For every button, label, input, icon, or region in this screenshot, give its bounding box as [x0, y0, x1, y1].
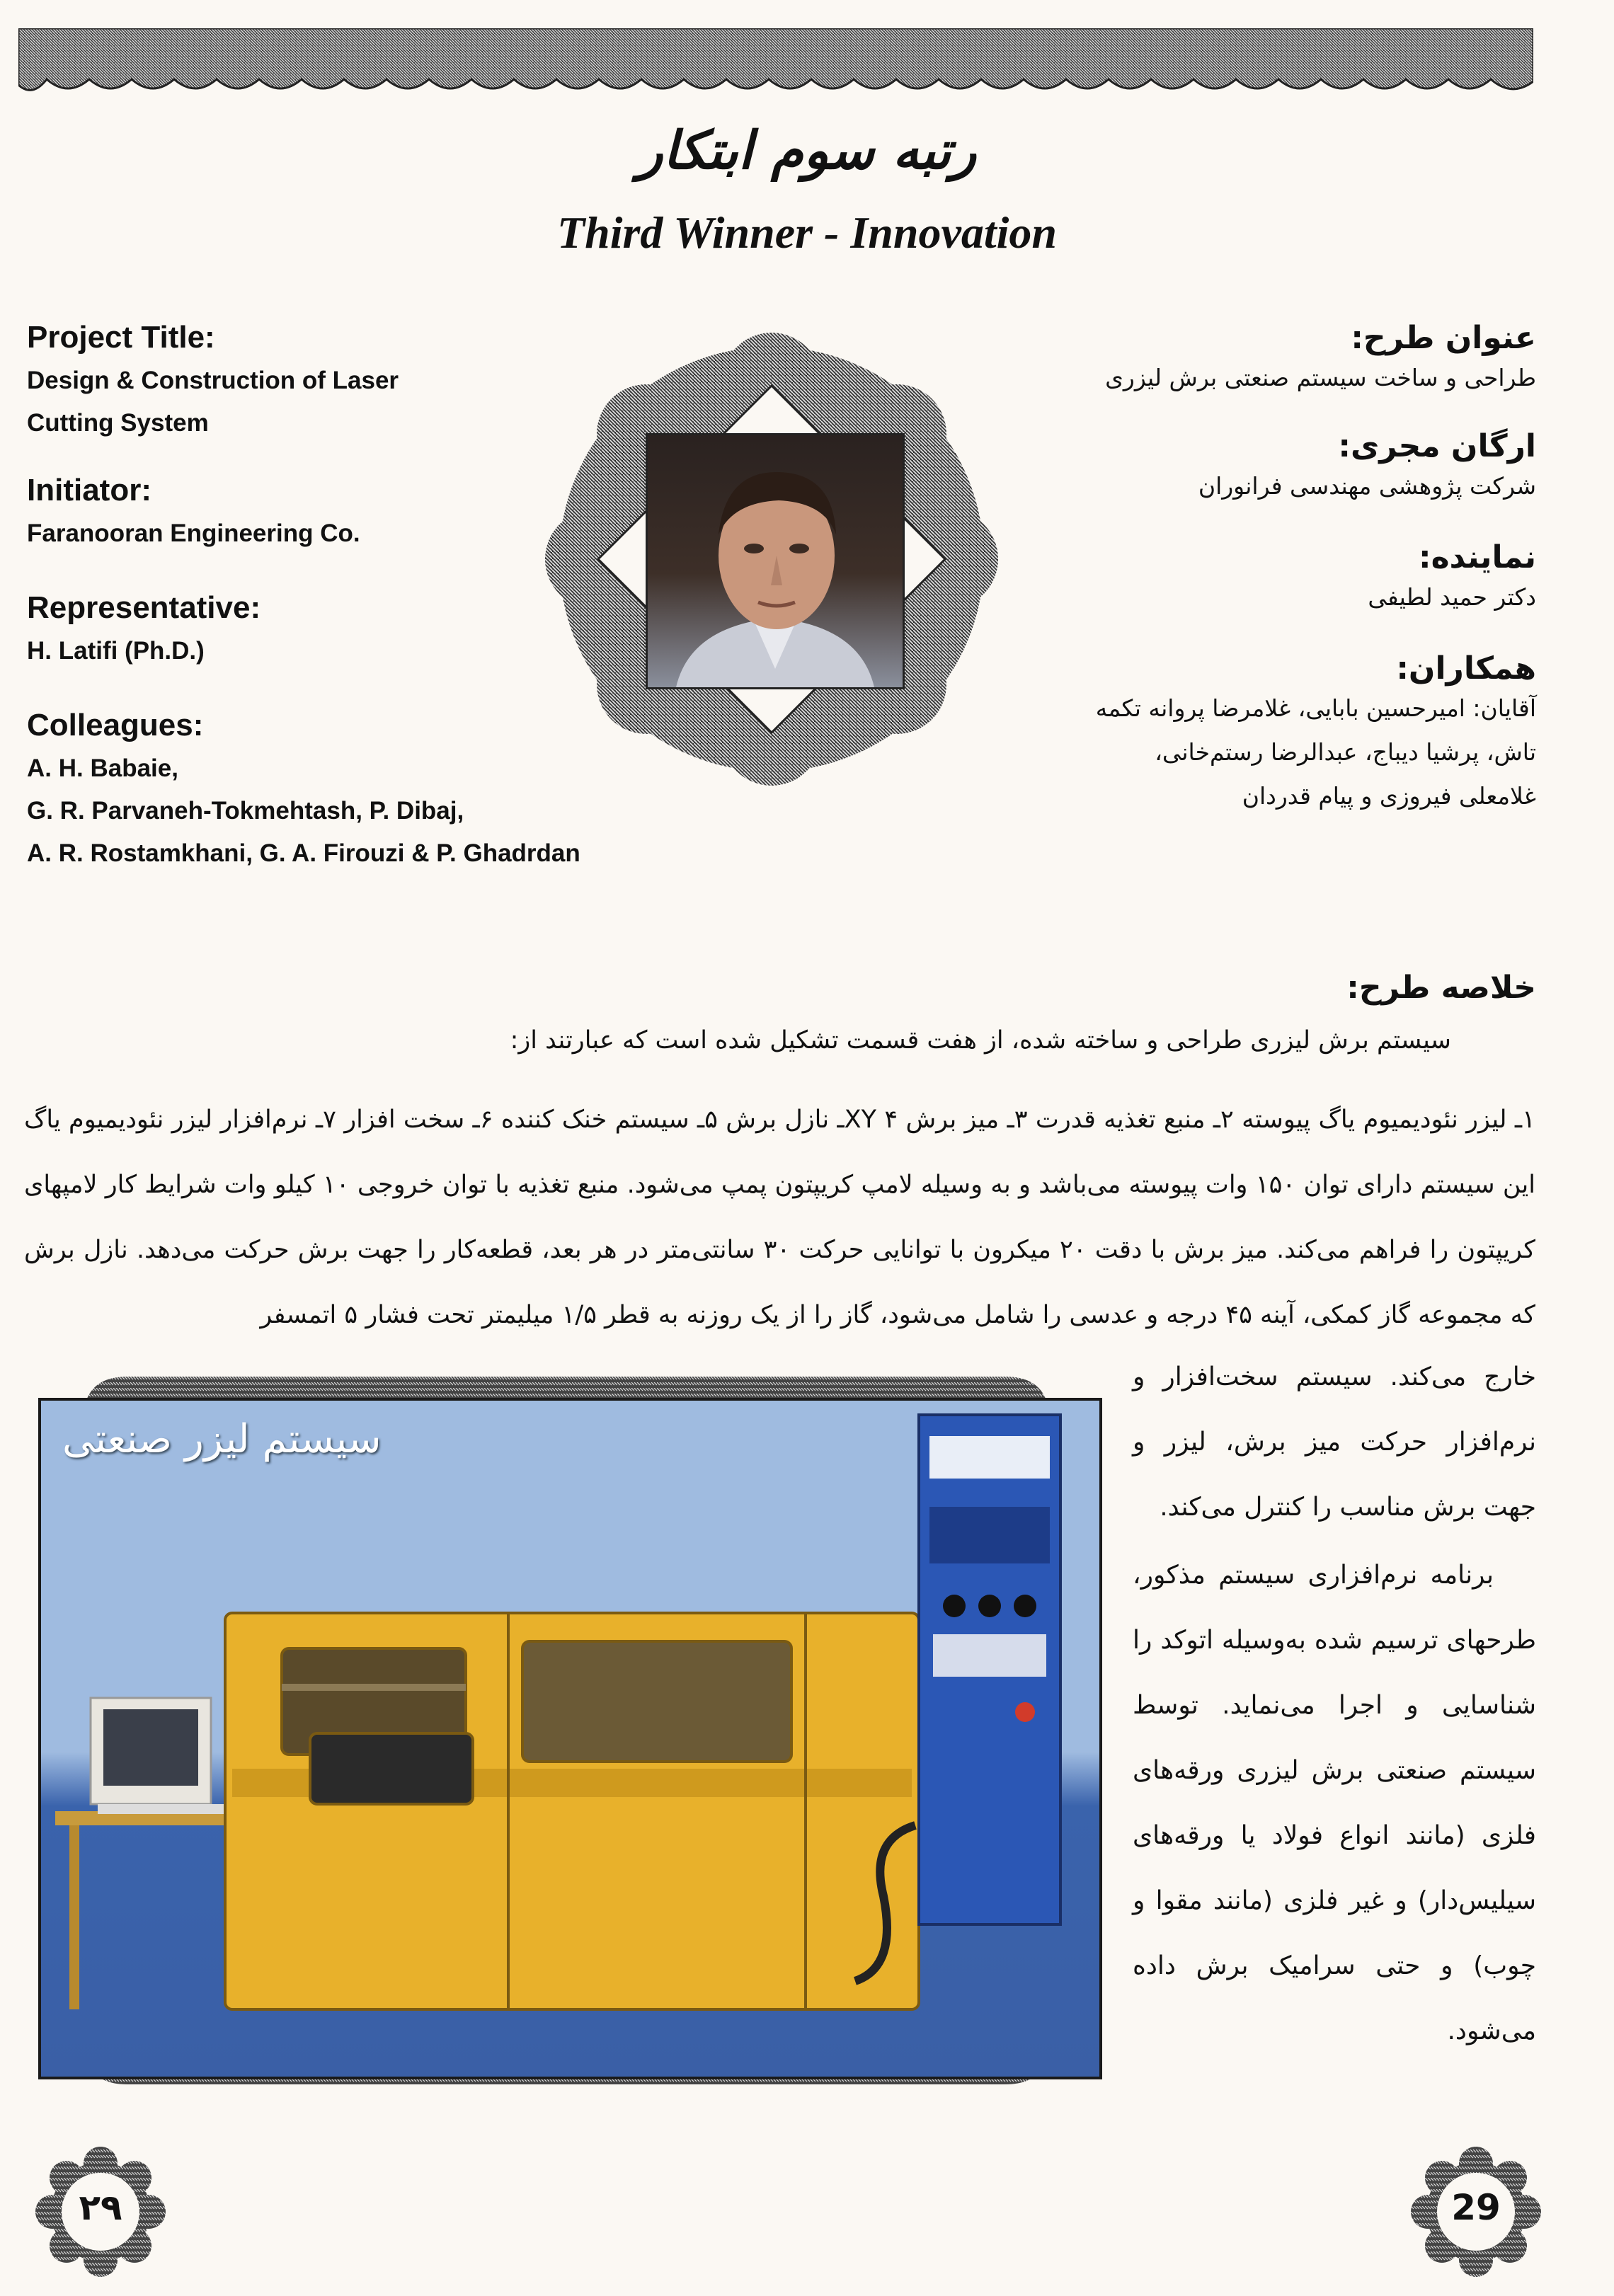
page-title-english: Third Winner - Innovation: [557, 207, 1057, 258]
summary-side-text-2: برنامه نرم‌افزاری سیستم مذکور، طرحهای ترسیم شده به‌وسیله اتوکد را شناسایی و اجرا می‌نماید. توسط سیستم صنعتی برش لیزری ورقه‌های فلزی (مانند انواع فولاد یا ورقه‌های سیلیس‌دار) و غیر فلزی (مانند مقوا و چوب) و حتی سرامیک برش داده می‌شود.: [1133, 1561, 1536, 2045]
initiator-value: Faranooran Engineering Co.: [27, 520, 360, 547]
page-number-left: ۲۹: [79, 2187, 122, 2228]
project-title-label: Project Title:: [27, 320, 215, 355]
representative-label: Representative:: [27, 590, 261, 625]
initiator-label: Initiator:: [27, 473, 151, 507]
portrait-photo: [648, 435, 903, 687]
representative-value-fa: دکتر حمید لطیفی: [1368, 583, 1536, 611]
header-banner: [18, 28, 1533, 99]
summary-intro: سیستم برش لیزری طراحی و ساخته شده، از هفت قسمت تشکیل شده است که عبارتند از:: [510, 1026, 1451, 1055]
page-title-persian: رتبه سوم ابتکار: [637, 120, 977, 181]
colleague-line-fa: تاش، پرشیا دیباج، عبدالرضا رستم‌خانی،: [1155, 738, 1536, 766]
colleague-line: A. H. Babaie,: [27, 754, 178, 782]
photo-caption: سیستم لیزر صنعتی: [62, 1416, 382, 1462]
summary-side-text-1: خارج می‌کند. سیستم سخت‌افزار و نرم‌افزار حرکت میز برش، لیزر و جهت برش مناسب را کنترل می‌کند.: [1133, 1362, 1536, 1522]
initiator-label-fa: ارگان مجری:: [1338, 428, 1536, 464]
colleagues-label: Colleagues:: [27, 708, 204, 742]
colleague-line: G. R. Parvaneh-Tokmehtash, P. Dibaj,: [27, 797, 464, 825]
laser-machine-illustration: [41, 1401, 1099, 2077]
representative-value: H. Latifi (Ph.D.): [27, 637, 205, 665]
representative-portrait: [646, 433, 905, 689]
page-number-right: 29: [1451, 2187, 1501, 2228]
colleague-line: A. R. Rostamkhani, G. A. Firouzi & P. Ghadrdan: [27, 839, 580, 867]
representative-label-fa: نماینده:: [1418, 539, 1536, 575]
initiator-value-fa: شرکت پژوهشی مهندسی فرانوران: [1198, 472, 1536, 500]
project-title-value-fa: طراحی و ساخت سیستم صنعتی برش لیزری: [1105, 364, 1536, 391]
colleagues-label-fa: همکاران:: [1396, 650, 1536, 687]
colleague-line-fa: غلامعلی فیروزی و پیام قدردان: [1242, 782, 1536, 810]
project-title-label-fa: عنوان طرح:: [1351, 320, 1536, 356]
laser-system-photo: [38, 1398, 1102, 2079]
summary-paragraph: ۱ـ لیزر نئودیمیوم یاگ پیوسته ۲ـ منبع تغذیه قدرت ۳ـ میز برش XY ۴ـ نازل برش ۵ـ سیستم خنک کننده ۶ـ سخت افزار ۷ـ نرم‌افزار لیزر نئودیمیوم یاگ این سیستم دارای توان ۱۵۰ وات پیوسته می‌باشد و به وسیله لامپ کریپتون پمپ می‌شود. منبع تغذیه با توان خروجی ۱۰ کیلو وات شرایط کار لامپهای کریپتون را فراهم می‌کند. میز برش با دقت ۲۰ میکرون با توانایی حرکت ۳۰ سانتی‌متر در هر بعد، قطعه‌کار را جهت برش حرکت می‌دهد. نازل برش که مجموعه گاز کمکی، آینه ۴۵ درجه و عدسی را شامل می‌شود، گاز را از یک روزنه به قطر ۱/۵ میلیمتر تحت فشار ۵ اتمسفر: [24, 1106, 1535, 1329]
project-title-line: Design & Construction of Laser: [27, 367, 399, 394]
summary-label: خلاصه طرح:: [1346, 970, 1536, 1006]
persian-info-column: [906, 320, 1536, 818]
project-title-line: Cutting System: [27, 409, 209, 437]
colleague-line-fa: آقایان: امیرحسین بابایی، غلامرضا پروانه تکمه: [1095, 694, 1536, 722]
